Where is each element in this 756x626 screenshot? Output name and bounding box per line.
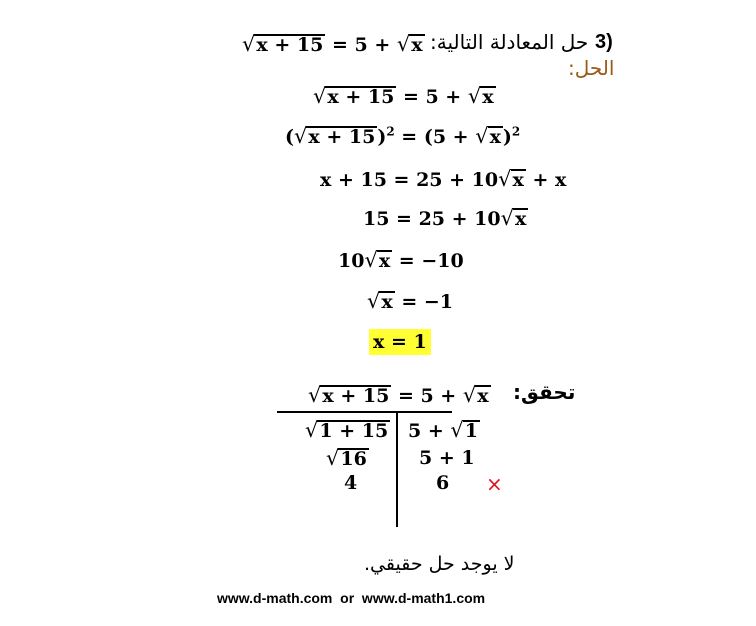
sqrt-symbol: √: [326, 446, 340, 470]
sqrt-symbol: √: [450, 418, 464, 442]
sqrt-symbol: √: [308, 383, 322, 407]
sqrt-symbol: √: [242, 32, 256, 56]
check-label: تحقق:: [513, 380, 576, 404]
sqrt-symbol: √: [475, 124, 489, 148]
radicand: x: [411, 34, 423, 56]
sqrt-symbol: √: [498, 167, 512, 191]
step-3: x + 15 = 25 + 10√x + x: [320, 167, 567, 191]
sqrt-symbol: √: [467, 84, 482, 108]
step-2: (√x + 15 )$^2$ = (5 + √x )$^2$: [285, 124, 521, 148]
footer-links: www.d-math.com or www.d-math1.com: [217, 590, 486, 606]
solution-label: الحل:: [568, 56, 615, 80]
check-right-row-1: 5 + √1: [408, 418, 479, 442]
sqrt-symbol: √: [500, 206, 515, 230]
sqrt-symbol: √: [305, 418, 319, 442]
problem-equation: √x + 15 = 5 + √x: [242, 32, 423, 56]
conclusion: لا يوجد حل حقيقي.: [364, 553, 515, 575]
check-left-row-3: 4: [344, 472, 358, 494]
wrong-mark-icon: ×: [486, 472, 503, 496]
problem-instruction: حل المعادلة التالية:: [430, 30, 589, 54]
sqrt-symbol: √: [367, 289, 381, 313]
radicand: x + 15: [256, 34, 324, 56]
check-left-row-2: √16: [326, 446, 367, 470]
sqrt-symbol: √: [396, 32, 411, 56]
problem-number: 3): [595, 31, 613, 53]
check-header: √x + 15 = 5 + √x: [308, 383, 489, 407]
sqrt-symbol: √: [462, 383, 477, 407]
check-right-row-3: 6: [436, 472, 450, 494]
step-6: √x = −1: [367, 289, 454, 313]
sqrt-symbol: √: [364, 248, 378, 272]
check-left-row-1: √1 + 15: [305, 418, 389, 442]
sqrt-symbol: √: [313, 84, 327, 108]
step-5: 10√x = −10: [338, 248, 464, 272]
final-answer: x = 1: [369, 329, 431, 355]
step-4: 15 = 25 + 10√x: [363, 206, 527, 230]
table-horizontal-line: [277, 411, 452, 413]
table-vertical-line: [396, 411, 398, 527]
sqrt-symbol: √: [294, 124, 308, 148]
check-right-row-2: 5 + 1: [419, 447, 475, 469]
step-1: √x + 15 = 5 + √x: [313, 84, 494, 108]
